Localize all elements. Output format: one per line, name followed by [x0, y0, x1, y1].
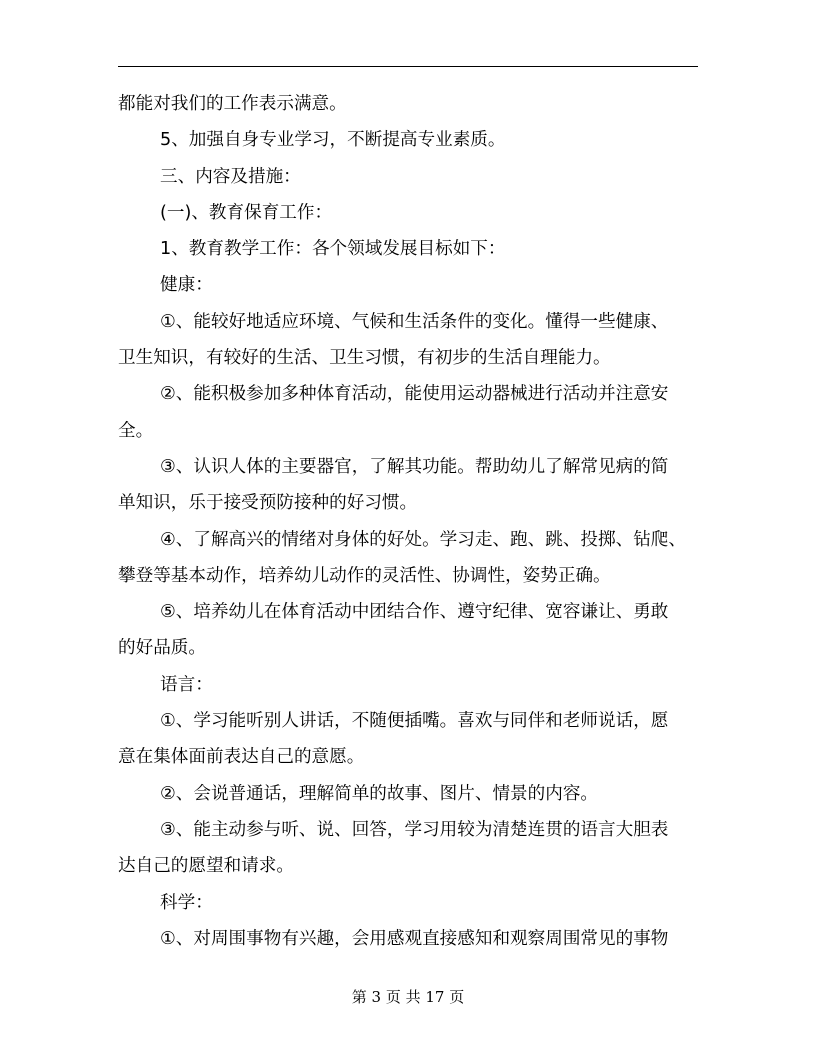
line-24: ①、对周围事物有兴趣，会用感观直接感知和观察周围常见的事物	[160, 928, 669, 949]
line-20: ②、会说普通话，理解简单的故事、图片、情景的内容。	[160, 783, 599, 804]
line-18: ①、学习能听别人讲话，不随便插嘴。喜欢与同伴和老师说话，愿	[160, 711, 669, 732]
line-8: 卫生知识，有较好的生活、卫生习惯，有初步的生活自理能力。	[118, 348, 611, 369]
line-7: ①、能较好地适应环境、气候和生活条件的变化。懂得一些健康、	[160, 311, 669, 332]
line-15: ⑤、培养幼儿在体育活动中团结合作、遵守纪律、宽容谦让、勇敢	[160, 602, 669, 623]
line-9: ②、能积极参加多种体育活动，能使用运动器械进行活动并注意安	[160, 384, 669, 405]
line-12: 单知识，乐于接受预防接种的好习惯。	[118, 493, 418, 514]
header-rule	[118, 66, 698, 67]
line-14: 攀登等基本动作，培养幼儿动作的灵活性、协调性，姿势正确。	[118, 565, 611, 586]
document-body	[118, 86, 700, 957]
subsection-heading: (一)、教育保育工作：	[160, 202, 333, 223]
category-science: 科学：	[160, 892, 213, 913]
line-21: ③、能主动参与听、说、回答，学习用较为清楚连贯的语言大胆表	[160, 819, 669, 840]
line-2: 5、加强自身专业学习，不断提高专业素质。	[160, 130, 506, 151]
line-16: 的好品质。	[118, 638, 206, 659]
line-10: 全。	[118, 420, 154, 441]
category-health: 健康：	[160, 275, 213, 296]
category-language: 语言：	[160, 674, 213, 695]
line-5: 1、教育教学工作：各个领域发展目标如下：	[160, 239, 506, 260]
section-heading: 三、内容及措施：	[160, 166, 301, 187]
line-11: ③、认识人体的主要器官，了解其功能。帮助幼儿了解常见病的简	[160, 456, 669, 477]
page-footer: 第 3 页 共 17 页	[351, 988, 465, 1006]
line-13: ④、了解高兴的情绪对身体的好处。学习走、跑、跳、投掷、钻爬、	[160, 529, 686, 550]
line-19: 意在集体面前表达自己的意愿。	[118, 747, 365, 768]
line-22: 达自己的愿望和请求。	[118, 856, 294, 877]
line-1: 都能对我们的工作表示满意。	[118, 94, 347, 114]
